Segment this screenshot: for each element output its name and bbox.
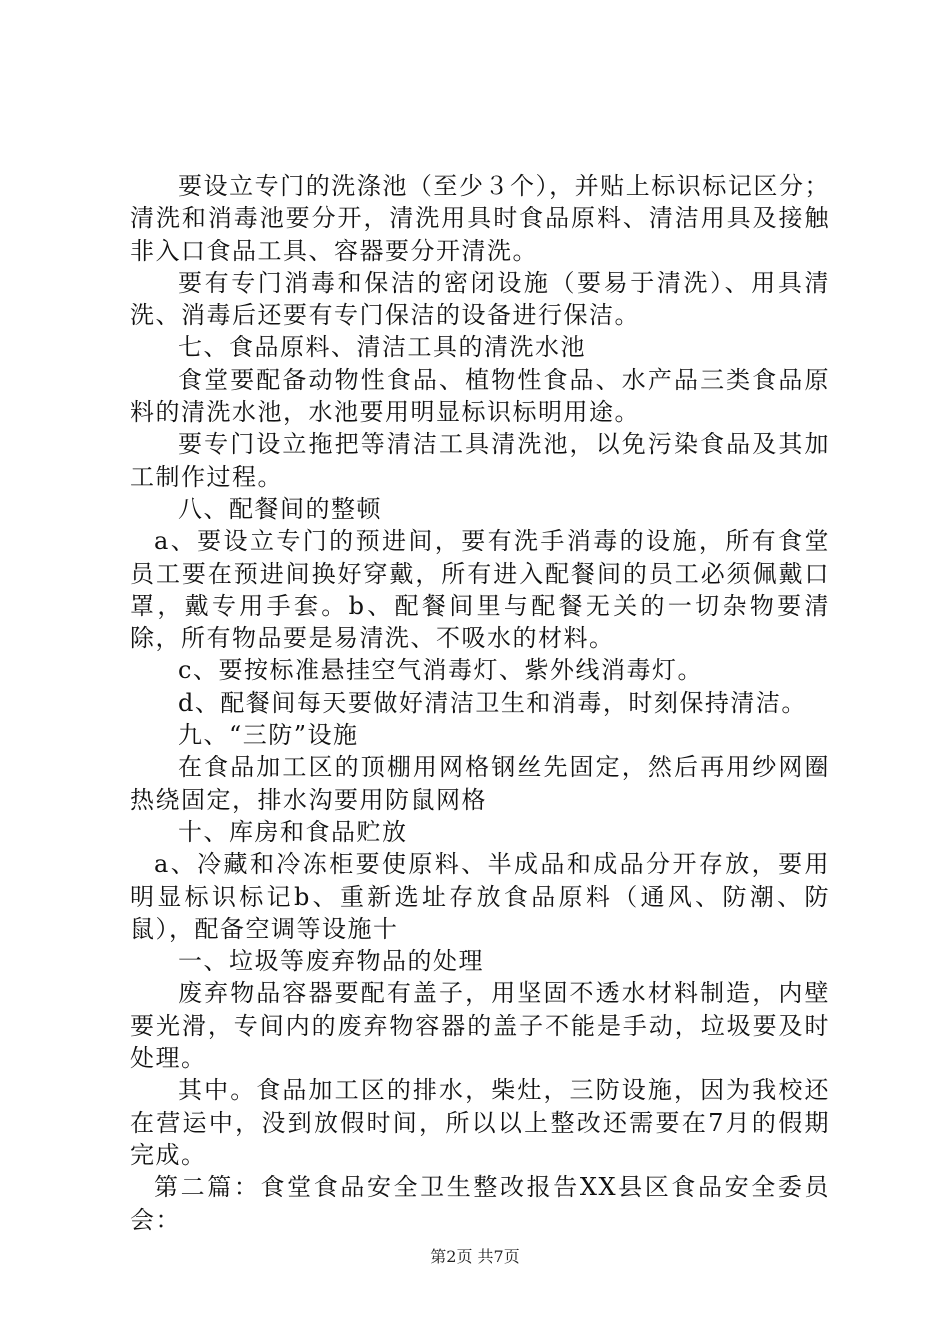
paragraph-mop-pool: 要专门设立拖把等清洁工具清洗池，以免污染食品及其加工制作过程。 <box>130 430 830 491</box>
paragraph-raw-material-pools: 食堂要配备动物性食品、植物性食品、水产品三类食品原料的清洗水池，水池要用明显标识标明用途。 <box>130 365 830 427</box>
page-number-footer: 第2页 共7页 <box>430 1247 520 1266</box>
paragraph-storage: a、冷藏和冷冻柜要使原料、半成品和成品分开存放，要用明显标识标记b、重新选址存放食品原料（通风、防潮、防鼠），配备空调等设施十 <box>130 850 830 943</box>
paragraph-waste-containers: 废弃物品容器要配有盖子，用坚固不透水材料制造，内壁要光滑，专间内的废弃物容器的盖子不能是手动，垃圾要及时处理。 <box>130 979 830 1073</box>
paragraph-serving-room-a-b: a、要设立专门的预进间，要有洗手消毒的设施，所有食堂员工要在预进间换好穿戴，所有进入配餐间的员工必须佩戴口罩，戴专用手套。b、配餐间里与配餐无关的一切杂物要清除，所有物品要是易清洗、不吸水的材料。 <box>130 527 830 653</box>
section-heading-8: 八、配餐间的整顿 <box>178 494 382 523</box>
section-heading-11: 一、垃圾等废弃物品的处理 <box>178 947 484 976</box>
paragraph-summary: 其中。食品加工区的排水，柴灶，三防设施，因为我校还在营运中，没到放假时间，所以以上整改还需要在7月的假期完成。 <box>130 1076 830 1169</box>
paragraph-serving-room-c: c、要按标准悬挂空气消毒灯、紫外线消毒灯。 <box>178 656 703 685</box>
paragraph-washing-pools: 要设立专门的洗涤池（至少３个），并贴上标识标记区分；清洗和消毒池要分开，清洗用具时食品原料、清洁用具及接触非入口食品工具、容器要分开清洗。 <box>130 172 830 265</box>
paragraph-disinfection-facilities: 要有专门消毒和保洁的密闭设施（要易于清洗）、用具清洗、消毒后还要有专门保洁的设备进行保洁。 <box>130 268 830 330</box>
section-heading-7: 七、食品原料、清洁工具的清洗水池 <box>178 333 586 362</box>
document-body <box>130 170 830 1236</box>
paragraph-second-article-title: 第二篇：食堂食品安全卫生整改报告XX县区食品安全委员会： <box>130 1173 830 1234</box>
section-heading-9: 九、“三防”设施 <box>178 721 359 750</box>
paragraph-serving-room-d: d、配餐间每天要做好清洁卫生和消毒，时刻保持清洁。 <box>178 688 807 717</box>
paragraph-three-prevention: 在食品加工区的顶棚用网格钢丝先固定，然后再用纱网圈热绕固定，排水沟要用防鼠网格 <box>130 753 830 814</box>
section-heading-10: 十、库房和食品贮放 <box>178 817 408 846</box>
